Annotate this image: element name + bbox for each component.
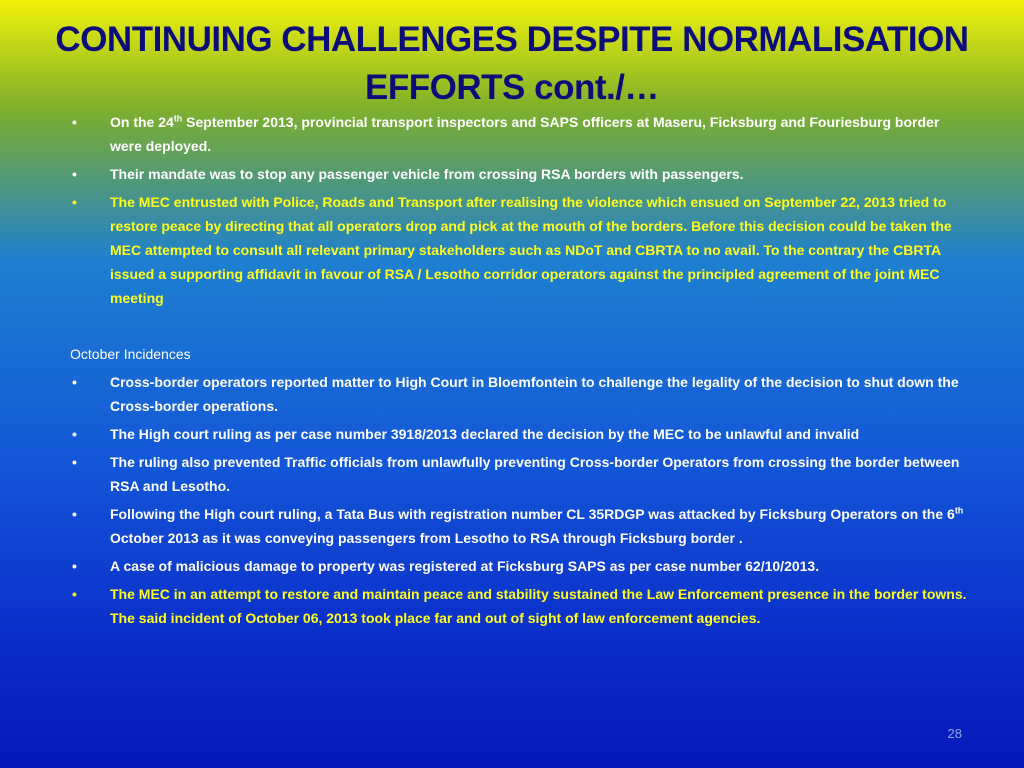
bullet-icon: • — [72, 506, 77, 522]
ordinal-suffix: th — [954, 505, 964, 516]
bullet-icon: • — [72, 374, 77, 390]
page-number: 28 — [947, 726, 962, 741]
bullet-text: The High court ruling as per case number 3918/2013 declared the decision by the MEC to be unlawful and invalid — [110, 426, 860, 442]
bullet-list-bottom — [70, 370, 970, 630]
bullet-item — [70, 162, 970, 186]
bullet-item-highlighted — [70, 582, 970, 630]
bullet-text-part: September 2013, provincial transport inspectors and SAPS officers at Maseru, Ficksburg and Fouriesburg border were deployed. — [110, 114, 940, 154]
bullet-text-part: October 2013 as it was conveying passengers from Lesotho to RSA through Ficksburg border . — [110, 530, 743, 546]
bullet-text-part: On the 24 — [110, 114, 174, 130]
bullet-icon: • — [72, 426, 77, 442]
bullet-item-highlighted — [70, 190, 970, 310]
bullet-text: The MEC entrusted with Police, Roads and Transport after realising the violence which ensued on September 22, 2013 tried to restore peace by directing that all operators drop and pick at the mouth of the borders. Before this decision could be taken the MEC attempted to consult all relevant primary stakeholders such as NDoT and CBRTA to no avail. To the contrary the CBRTA issued a supporting affidavit in favour of RSA / Lesotho corridor operators against the principled agreement of the joint MEC meeting — [110, 194, 952, 306]
bullet-icon: • — [72, 454, 77, 470]
slide-title: CONTINUING CHALLENGES DESPITE NORMALISATION EFFORTS cont./… — [55, 20, 969, 107]
bullet-text: Cross-border operators reported matter to High Court in Bloemfontein to challenge the legality of the decision to shut down the Cross-border operations. — [110, 374, 959, 414]
bullet-text: A case of malicious damage to property was registered at Ficksburg SAPS as per case number 62/10/2013. — [110, 558, 820, 574]
bullet-text: Their mandate was to stop any passenger vehicle from crossing RSA borders with passengers. — [110, 166, 744, 182]
bullet-text-part: Following the High court ruling, a Tata Bus with registration number CL 35RDGP was attacked by Ficksburg Operators on the 6 — [110, 506, 955, 522]
section-heading: October Incidences — [70, 346, 191, 362]
bullet-text: The MEC in an attempt to restore and maintain peace and stability sustained the Law Enforcement presence in the border towns. The said incident of October 06, 2013 took place far and out of sight of law enforcement agencies. — [110, 586, 967, 626]
bullet-icon: • — [72, 114, 77, 130]
bullet-icon: • — [72, 558, 77, 574]
bullet-text: The ruling also prevented Traffic officials from unlawfully preventing Cross-border Operators from crossing the border between RSA and Lesotho. — [110, 454, 960, 494]
bullet-item — [70, 450, 970, 498]
slide-content — [70, 110, 970, 634]
bullet-item — [70, 502, 970, 550]
spacer — [70, 314, 970, 342]
ordinal-suffix: th — [173, 113, 183, 124]
bullet-item — [70, 370, 970, 418]
bullet-item — [70, 110, 970, 158]
bullet-icon: • — [72, 194, 77, 210]
bullet-item — [70, 422, 970, 446]
bullet-icon: • — [72, 586, 77, 602]
bullet-list-top — [70, 110, 970, 310]
bullet-item — [70, 554, 970, 578]
bullet-icon: • — [72, 166, 77, 182]
